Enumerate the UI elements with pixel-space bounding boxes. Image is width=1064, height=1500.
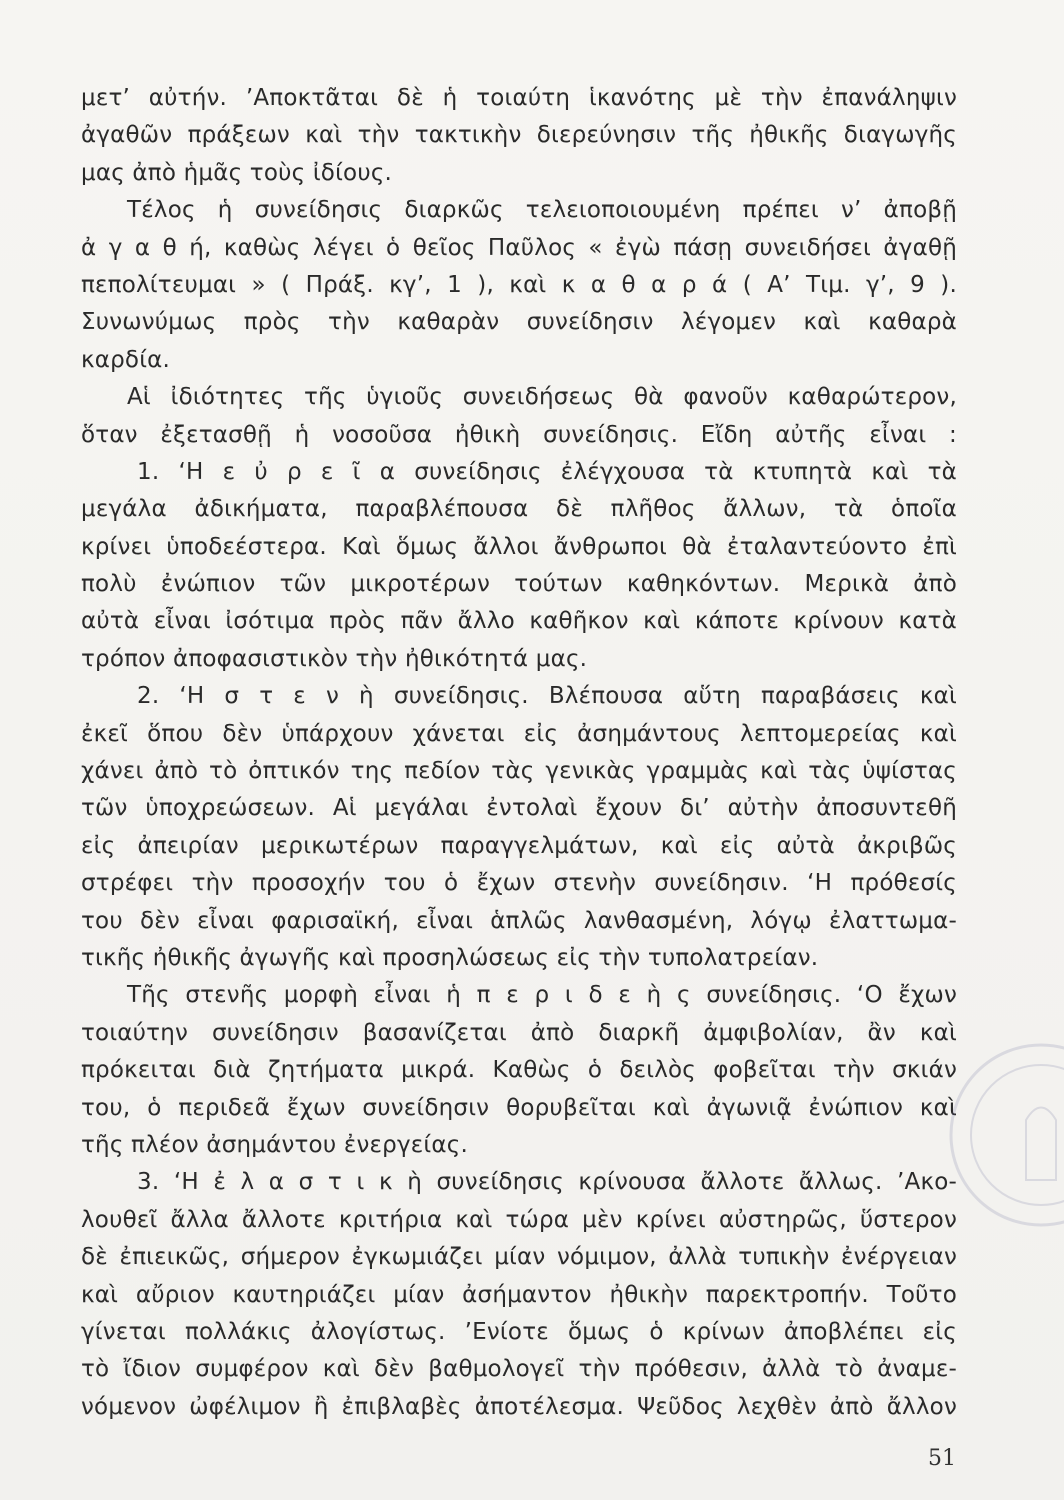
text-line: τοιαύτην συνείδησιν βασανίζεται ἀπὸ διαρκῆ ἀμφιβολίαν, ἂν καὶ [81,1019,957,1046]
text-line: κρίνει ὑποδεέστερα. Καὶ ὅμως ἄλλοι ἄνθρωποι θὰ ἐταλαντεύοντο ἐπὶ [81,533,957,560]
text-line: καρδία. [81,346,171,373]
text-line: αὐτὰ εἶναι ἰσότιμα πρὸς πᾶν ἄλλο καθῆκον καὶ κάποτε κρίνουν κατὰ [81,608,957,635]
body-text [81,80,957,1426]
text-line: 3. ‘Η ἐ λ α σ τ ι κ ὴ συνείδησις κρίνουσα ἄλλοτε ἄλλως. ’Ακο- [137,1169,957,1196]
text-line: Τῆς στενῆς μορφὴ εἶναι ἡ π ε ρ ι δ ε ὴ ς συνείδησις. ‘Ο ἔχων [127,982,957,1009]
text-line: τῆς πλέον ἀσημάντου ἐνεργείας. [81,1131,468,1158]
text-line: πεπολίτευμαι » ( Πράξ. κγ’, 1 ), καὶ κ α θ α ρ ά ( Α’ Τιμ. γ’, 9 ). [81,271,957,298]
text-line: ἀ γ α θ ή, καθὼς λέγει ὁ θεῖος Παῦλος « ἐγὼ πάσῃ συνειδήσει ἀγαθῇ [81,234,957,261]
text-line: μεγάλα ἀδικήματα, παραβλέπουσα δὲ πλῆθος ἄλλων, τὰ ὁποῖα [81,496,957,523]
text-line: του, ὁ περιδεᾶ ἔχων συνείδησιν θορυβεῖται καὶ ἀγωνιᾷ ἐνώπιον καὶ [81,1094,957,1121]
text-line: λουθεῖ ἄλλα ἄλλοτε κριτήρια καὶ τώρα μὲν κρίνει αὐστηρῶς, ὕστερον [81,1206,957,1233]
text-line: πρόκειται διὰ ζητήματα μικρά. Καθὼς ὁ δειλὸς φοβεῖται τὴν σκιάν [81,1057,957,1084]
text-line: 1. ‘Η ε ὐ ρ ε ῖ α συνείδησις ἐλέγχουσα τὰ κτυπητὰ καὶ τὰ [137,458,957,485]
text-line: δὲ ἐπιεικῶς, σήμερον ἐγκωμιάζει μίαν νόμιμον, ἀλλὰ τυπικὴν ἐνέργειαν [81,1244,957,1271]
text-line: μετ’ αὐτήν. ’Αποκτᾶται δὲ ἡ τοιαύτη ἱκανότης μὲ τὴν ἐπανάληψιν [81,85,957,111]
text-line: Συνωνύμως πρὸς τὴν καθαρὰν συνείδησιν λέγομεν καὶ καθαρὰ [81,309,957,336]
text-line: τικῆς ἠθικῆς ἀγωγῆς καὶ προσηλώσεως εἰς τὴν τυπολατρείαν. [81,944,819,971]
text-line: χάνει ἀπὸ τὸ ὀπτικόν της πεδίον τὰς γενικὰς γραμμὰς καὶ τὰς ὑψίστας [81,758,957,785]
text-line: πολὺ ἐνώπιον τῶν μικροτέρων τούτων καθηκόντων. Μερικὰ ἀπὸ [81,571,957,598]
text-line: γίνεται πολλάκις ἀλογίστως. ’Ενίοτε ὅμως ὁ κρίνων ἀποβλέπει εἰς [81,1318,957,1345]
page-number: 51 [928,1446,956,1471]
text-line: στρέφει τὴν προσοχήν του ὁ ἔχων στενὴν συνείδησιν. ‘Η πρόθεσίς [81,870,957,897]
text-line: ἀγαθῶν πράξεων καὶ τὴν τακτικὴν διερεύνησιν τῆς ἠθικῆς διαγωγῆς [81,122,957,149]
library-stamp-icon [946,1030,1064,1240]
text-line: του δὲν εἶναι φαρισαϊκή, εἶναι ἁπλῶς λανθασμένη, λόγῳ ἐλαττωμα- [81,907,957,934]
text-line: 2. ‘Η σ τ ε ν ὴ συνείδησις. Βλέπουσα αὕτη παραβάσεις καὶ [137,683,957,710]
text-line: τὸ ἴδιον συμφέρον καὶ δὲν βαθμολογεῖ τὴν πρόθεσιν, ἀλλὰ τὸ ἀναμε- [81,1356,957,1383]
text-line: ὅταν ἐξετασθῇ ἡ νοσοῦσα ἠθικὴ συνείδησις. Εἴδη αὐτῆς εἶναι : [81,421,957,448]
text-line: μας ἀπὸ ἡμᾶς τοὺς ἰδίους. [81,159,393,186]
text-line: Αἱ ἰδιότητες τῆς ὑγιοῦς συνειδήσεως θὰ φανοῦν καθαρώτερον, [127,384,957,411]
text-line: καὶ αὔριον καυτηριάζει μίαν ἀσήμαντον ἠθικὴν παρεκτροπήν. Τοῦτο [81,1281,957,1308]
text-line: τρόπον ἀποφασιστικὸν τὴν ἠθικότητά μας. [81,645,588,672]
text-line: Τέλος ἡ συνείδησις διαρκῶς τελειοποιουμένη πρέπει ν’ ἀποβῇ [127,197,957,224]
text-line: εἰς ἀπειρίαν μερικωτέρων παραγγελμάτων, καὶ εἰς αὐτὰ ἀκριβῶς [81,832,957,859]
text-line: νόμενον ὠφέλιμον ἢ ἐπιβλαβὲς ἀποτέλεσμα. Ψεῦδος λεχθὲν ἀπὸ ἄλλον [81,1393,957,1420]
text-line: τῶν ὑποχρεώσεων. Αἱ μεγάλαι ἐντολαὶ ἔχουν δι’ αὐτὴν ἀποσυντεθῆ [81,795,957,822]
text-line: ἐκεῖ ὅπου δὲν ὑπάρχουν χάνεται εἰς ἀσημάντους λεπτομερείας καὶ [81,720,957,747]
